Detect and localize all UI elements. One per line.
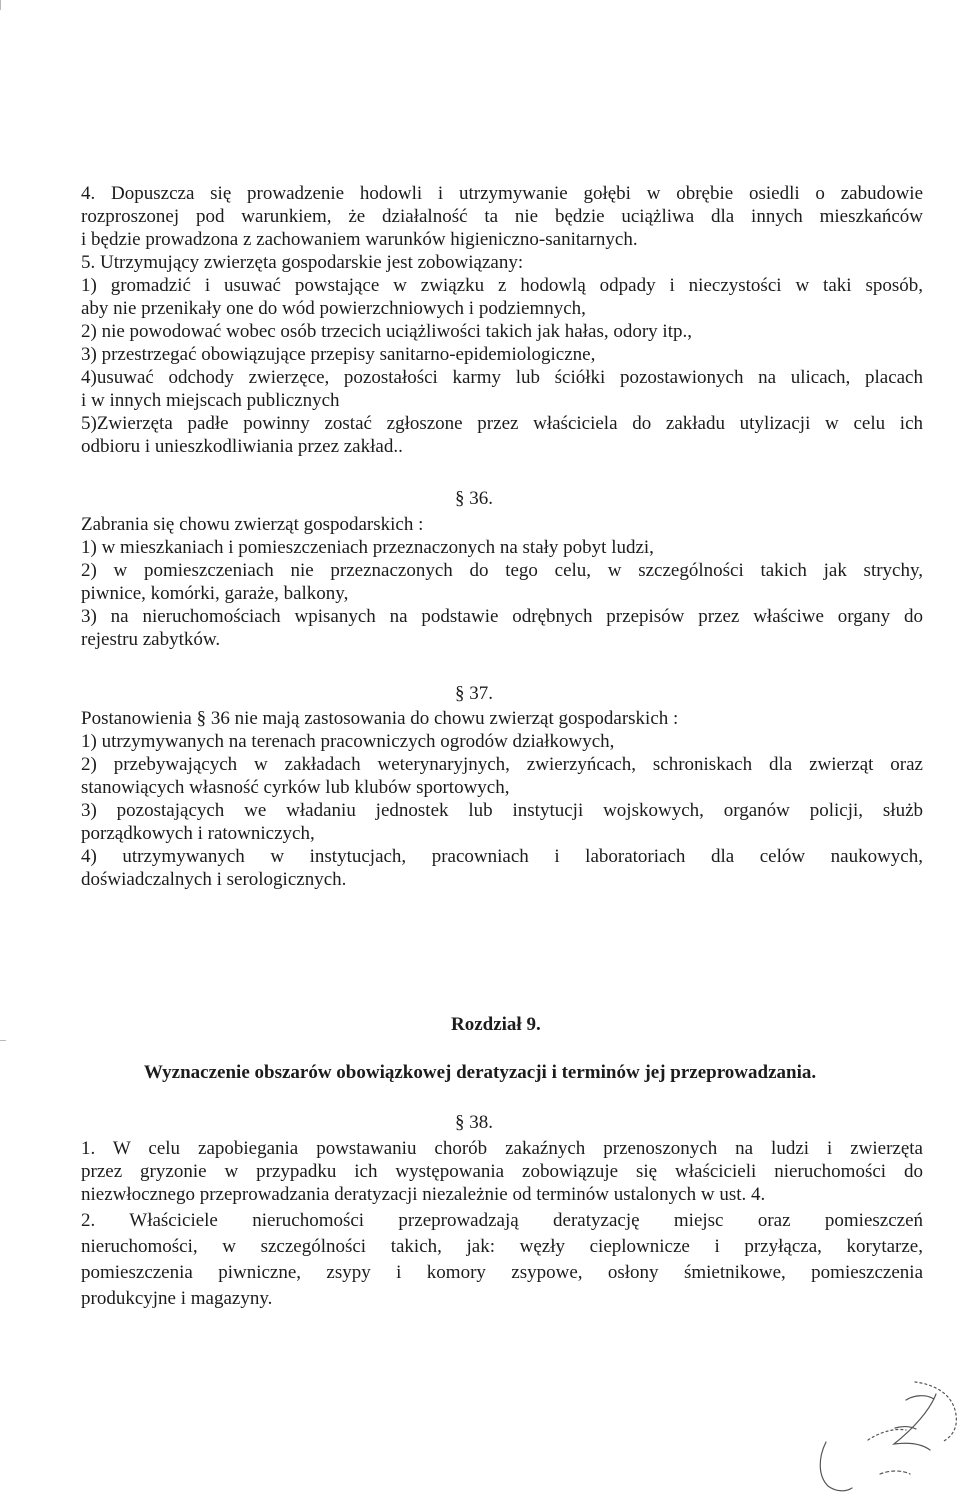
chapter-title: Rozdział 9. bbox=[451, 1014, 541, 1035]
section5-line-6: 4)usuwać odchody zwierzęce, pozostałości karmy lub ściółki pozostawionych na ulicach, placach bbox=[81, 367, 923, 388]
par38-line-3: niezwłocznego przeprowadzania deratyzacji niezależnie od terminów ustalonych w ust. 4. bbox=[81, 1184, 766, 1205]
scan-corner-mark bbox=[0, 0, 1, 10]
par37-line-5: 3) pozostających we władaniu jednostek lub instytucji wojskowych, organów policji, służb bbox=[81, 800, 923, 821]
par38-line-6: pomieszczenia piwniczne, zsypy i komory zsypowe, osłony śmietnikowe, pomieszczenia bbox=[81, 1262, 923, 1283]
par36-line-1: Zabrania się chowu zwierząt gospodarskich : bbox=[81, 514, 424, 535]
par37-line-7: 4) utrzymywanych w instytucjach, pracowniach i laboratoriach dla celów naukowych, bbox=[81, 846, 923, 867]
par37-line-8: doświadczalnych i serologicznych. bbox=[81, 869, 347, 890]
par37-line-1: Postanowienia § 36 nie mają zastosowania do chowu zwierząt gospodarskich : bbox=[81, 708, 679, 729]
par37-line-6: porządkowych i ratowniczych, bbox=[81, 823, 315, 844]
par38-line-1: 1. W celu zapobiegania powstawaniu chorób zakaźnych przenoszonych na ludzi i zwierzęta bbox=[81, 1138, 923, 1159]
par38-line-4: 2. Właściciele nieruchomości przeprowadzają deratyzację miejsc oraz pomieszczeń bbox=[81, 1210, 923, 1231]
section5-line-5: 3) przestrzegać obowiązujące przepisy sanitarno-epidemiologiczne, bbox=[81, 344, 596, 365]
par36-line-5: 3) na nieruchomościach wpisanych na podstawie odrębnych przepisów przez właściwe organy do bbox=[81, 606, 923, 627]
par37-line-2: 1) utrzymywanych na terenach pracowniczych ogrodów działkowych, bbox=[81, 731, 615, 752]
section5-line-3: aby nie przenikały one do wód powierzchniowych i podziemnych, bbox=[81, 298, 586, 319]
scan-margin-mark bbox=[0, 1040, 6, 1041]
section4-line-1: 4. Dopuszcza się prowadzenie hodowli i utrzymywanie gołębi w obrębie osiedli o zabudowie bbox=[81, 183, 923, 204]
par36-line-2: 1) w mieszkaniach i pomieszczeniach przeznaczonych na stały pobyt ludzi, bbox=[81, 537, 654, 558]
section5-line-7: i w innych miejscach publicznych bbox=[81, 390, 340, 411]
par38-heading: § 38. bbox=[455, 1112, 493, 1133]
section5-line-4: 2) nie powodować wobec osób trzecich uciążliwości takich jak hałas, odory itp., bbox=[81, 321, 692, 342]
par37-line-4: stanowiących własność cyrków lub klubów sportowych, bbox=[81, 777, 510, 798]
section4-line-3: i będzie prowadzona z zachowaniem warunków higieniczno-sanitarnych. bbox=[81, 229, 638, 250]
section5-line-2: 1) gromadzić i usuwać powstające w związku z hodowlą odpady i nieczystości w taki sposób, bbox=[81, 275, 923, 296]
par36-line-3: 2) w pomieszczeniach nie przeznaczonych do tego celu, w szczególności takich jak strychy, bbox=[81, 560, 923, 581]
section5-line-8: 5)Zwierzęta padłe powinny zostać zgłoszone przez właściciela do zakładu utylizacji w celu ich bbox=[81, 413, 923, 434]
section4-line-2: rozproszonej pod warunkiem, że działalność ta nie będzie uciążliwa dla innych mieszkańców bbox=[81, 206, 923, 227]
par38-line-5: nieruchomości, w szczególności takich, jak: węzły cieplownicze i przyłącza, korytarze, bbox=[81, 1236, 923, 1257]
par38-line-7: produkcyjne i magazyny. bbox=[81, 1288, 273, 1309]
chapter-subtitle: Wyznaczenie obszarów obowiązkowej deratyzacji i terminów jej przeprowadzania. bbox=[143, 1062, 817, 1083]
par37-heading: § 37. bbox=[455, 683, 493, 704]
par36-line-6: rejestru zabytków. bbox=[81, 629, 221, 650]
par37-line-3: 2) przebywających w zakładach weterynaryjnych, zwierzyńcach, schroniskach dla zwierząt oraz bbox=[81, 754, 923, 775]
section5-line-1: 5. Utrzymujący zwierzęta gospodarskie jest zobowiązany: bbox=[81, 252, 524, 273]
par38-line-2: przez gryzonie w przypadku ich występowania zobowiązuje się właścicieli nieruchomości do bbox=[81, 1161, 923, 1182]
signature-icon bbox=[810, 1370, 960, 1495]
par36-heading: § 36. bbox=[455, 488, 493, 509]
section5-line-9: odbioru i unieszkodliwiania przez zakład.. bbox=[81, 436, 403, 457]
par36-line-4: piwnice, komórki, garaże, balkony, bbox=[81, 583, 349, 604]
